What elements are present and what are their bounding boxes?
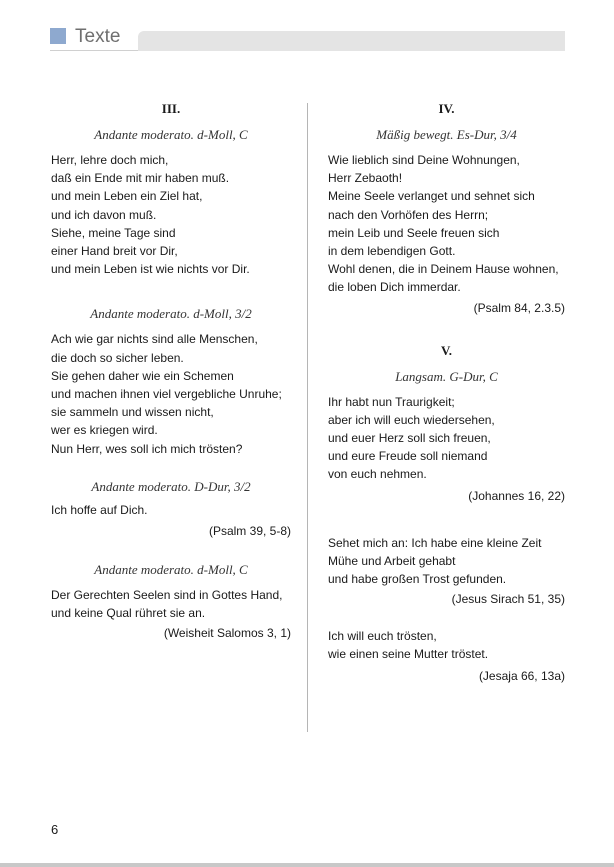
header-underline bbox=[50, 50, 138, 51]
verse-line: Der Gerechten Seelen sind in Gottes Hand, bbox=[51, 588, 283, 603]
verse-line: wer es kriegen wird. bbox=[51, 423, 158, 438]
verse-line: und keine Qual rühret sie an. bbox=[51, 606, 206, 621]
verse-block bbox=[51, 330, 291, 457]
verse-block bbox=[51, 151, 291, 278]
verse-line: Ich will euch trösten, bbox=[328, 629, 437, 644]
verse-line: Meine Seele verlanget und sehnet sich bbox=[328, 189, 535, 204]
verse-line: Herr Zebaoth! bbox=[328, 171, 403, 186]
column-divider bbox=[307, 103, 308, 732]
scripture-reference: (Weisheit Salomos 3, 1) bbox=[163, 626, 291, 641]
header-bar bbox=[138, 31, 565, 51]
verse-line: und euer Herz soll sich freuen, bbox=[328, 431, 491, 446]
verse-line: und ich davon muß. bbox=[51, 207, 157, 222]
verse-line: aber ich will euch wiedersehen, bbox=[328, 412, 495, 427]
header-title: Texte bbox=[75, 26, 121, 47]
verse-line: Ach wie gar nichts sind alle Menschen, bbox=[51, 332, 258, 347]
verse-block bbox=[328, 151, 565, 297]
tempo-marking: Mäßig bewegt. Es-Dur, 3/4 bbox=[376, 127, 517, 142]
verse-line: einer Hand breit vor Dir, bbox=[51, 244, 178, 259]
verse-line: Wie lieblich sind Deine Wohnungen, bbox=[328, 153, 520, 167]
header-square-icon bbox=[50, 28, 66, 44]
verse-line: und mein Leben ist wie nichts vor Dir. bbox=[51, 262, 250, 277]
verse-line: Sie gehen daher wie ein Schemen bbox=[51, 368, 234, 383]
scripture-reference: (Jesaja 66, 13a) bbox=[478, 668, 565, 683]
verse-block bbox=[51, 586, 291, 622]
left-column bbox=[51, 100, 291, 641]
scripture-reference: (Johannes 16, 22) bbox=[468, 488, 565, 503]
verse-line: daß ein Ende mit mir haben muß. bbox=[51, 171, 230, 186]
verse-line: Mühe und Arbeit gehabt bbox=[328, 553, 456, 568]
tempo-marking: Langsam. G-Dur, C bbox=[395, 368, 498, 384]
movement-heading: IV. bbox=[438, 101, 455, 116]
movement-heading: III. bbox=[161, 101, 181, 116]
scripture-reference: (Psalm 39, 5-8) bbox=[208, 524, 291, 539]
verse-line: von euch nehmen. bbox=[328, 467, 427, 482]
bottom-rule bbox=[0, 863, 614, 867]
verse-line: Nun Herr, wes soll ich mich trösten? bbox=[51, 441, 243, 456]
verse-line: und habe großen Trost gefunden. bbox=[328, 572, 507, 587]
verse-line: Wohl denen, die in Deinem Hause wohnen, bbox=[328, 262, 559, 277]
tempo-marking: Andante moderato. d-Moll, C bbox=[94, 127, 248, 142]
verse-line: wie einen seine Mutter tröstet. bbox=[328, 647, 489, 662]
verse-line: Sehet mich an: Ich habe eine kleine Zeit bbox=[328, 535, 542, 550]
movement-heading: V. bbox=[441, 342, 452, 358]
verse-line: Ihr habt nun Traurigkeit; bbox=[328, 394, 455, 409]
verse-line: und eure Freude soll niemand bbox=[328, 449, 488, 464]
verse-block bbox=[328, 534, 565, 589]
verse-line: die doch so sicher leben. bbox=[51, 350, 184, 365]
verse-line: und mein Leben ein Ziel hat, bbox=[51, 189, 203, 204]
verse-line: die loben Dich immerdar. bbox=[328, 280, 461, 295]
scripture-reference: (Psalm 84, 2.3.5) bbox=[473, 300, 565, 315]
verse-block bbox=[328, 393, 565, 484]
tempo-marking: Andante moderato. d-Moll, 3/2 bbox=[90, 306, 252, 322]
verse-line: sie sammeln und wissen nicht, bbox=[51, 405, 214, 420]
verse-line: Ich hoffe auf Dich. bbox=[51, 502, 148, 517]
verse-line: nach den Vorhöfen des Herrn; bbox=[328, 207, 489, 222]
verse-line: in dem lebendigen Gott. bbox=[328, 244, 456, 259]
tempo-marking: Andante moderato. D-Dur, 3/2 bbox=[91, 478, 251, 494]
page-number: 6 bbox=[51, 822, 59, 837]
page-header bbox=[50, 25, 565, 49]
scripture-reference: (Jesus Sirach 51, 35) bbox=[451, 592, 565, 607]
right-column bbox=[328, 100, 565, 684]
verse-line: mein Leib und Seele freuen sich bbox=[328, 225, 500, 240]
verse-line: und machen ihnen viel vergebliche Unruhe; bbox=[51, 387, 282, 402]
verse-block bbox=[328, 627, 565, 663]
tempo-marking: Andante moderato. d-Moll, C bbox=[94, 562, 248, 578]
verse-line: Herr, lehre doch mich, bbox=[51, 153, 169, 167]
verse-line: Siehe, meine Tage sind bbox=[51, 225, 176, 240]
verse-block bbox=[51, 501, 291, 519]
